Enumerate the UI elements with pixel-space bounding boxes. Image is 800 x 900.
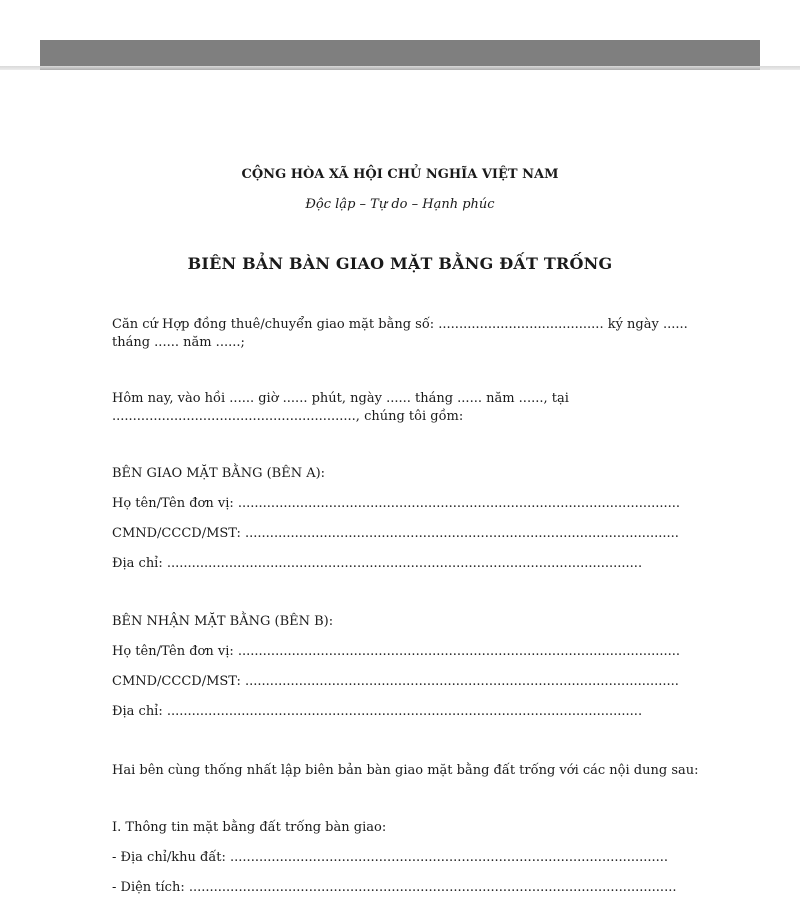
party-b-address-field: Địa chỉ: ................................................................................................................... (112, 704, 643, 719)
agreement-statement: Hai bên cùng thống nhất lập biên bản bàn giao mặt bằng đất trống với các nội dung sau: (112, 763, 699, 778)
section-1-heading: I. Thông tin mặt bằng đất trống bàn giao: (112, 820, 387, 835)
document-page (0, 70, 800, 900)
land-location-field: - Địa chỉ/khu đất: .......................................................................................................... (112, 850, 669, 865)
land-area-field: - Diện tích: ...................................................................................................................... (112, 880, 677, 895)
party-a-name-field: Họ tên/Tên đơn vị: ........................................................................................................... (112, 496, 681, 511)
party-a-address-field: Địa chỉ: ................................................................................................................... (112, 556, 643, 571)
party-b-heading: BÊN NHẬN MẶT BẰNG (BÊN B): (112, 614, 334, 629)
national-title: CỘNG HÒA XÃ HỘI CHỦ NGHĨA VIỆT NAM (241, 167, 559, 182)
national-motto: Độc lập – Tự do – Hạnh phúc (305, 197, 495, 212)
meeting-intro: Hôm nay, vào hồi ...... giờ ...... phút, ngày ...... tháng ...... năm ......, tại ..........................................................., chúng tôi gồm: (112, 391, 569, 424)
contract-basis: Căn cứ Hợp đồng thuê/chuyển giao mặt bằng số: ........................................ ký ngày ...... tháng ...... năm ......; (112, 317, 688, 350)
party-a-heading: BÊN GIAO MẶT BẰNG (BÊN A): (112, 466, 326, 481)
document-title: BIÊN BẢN BÀN GIAO MẶT BẰNG ĐẤT TRỐNG (187, 254, 613, 273)
party-b-name-field: Họ tên/Tên đơn vị: ........................................................................................................... (112, 644, 681, 659)
party-a-id-field: CMND/CCCD/MST: ......................................................................................................... (112, 526, 679, 541)
party-b-id-field: CMND/CCCD/MST: ......................................................................................................... (112, 674, 679, 689)
